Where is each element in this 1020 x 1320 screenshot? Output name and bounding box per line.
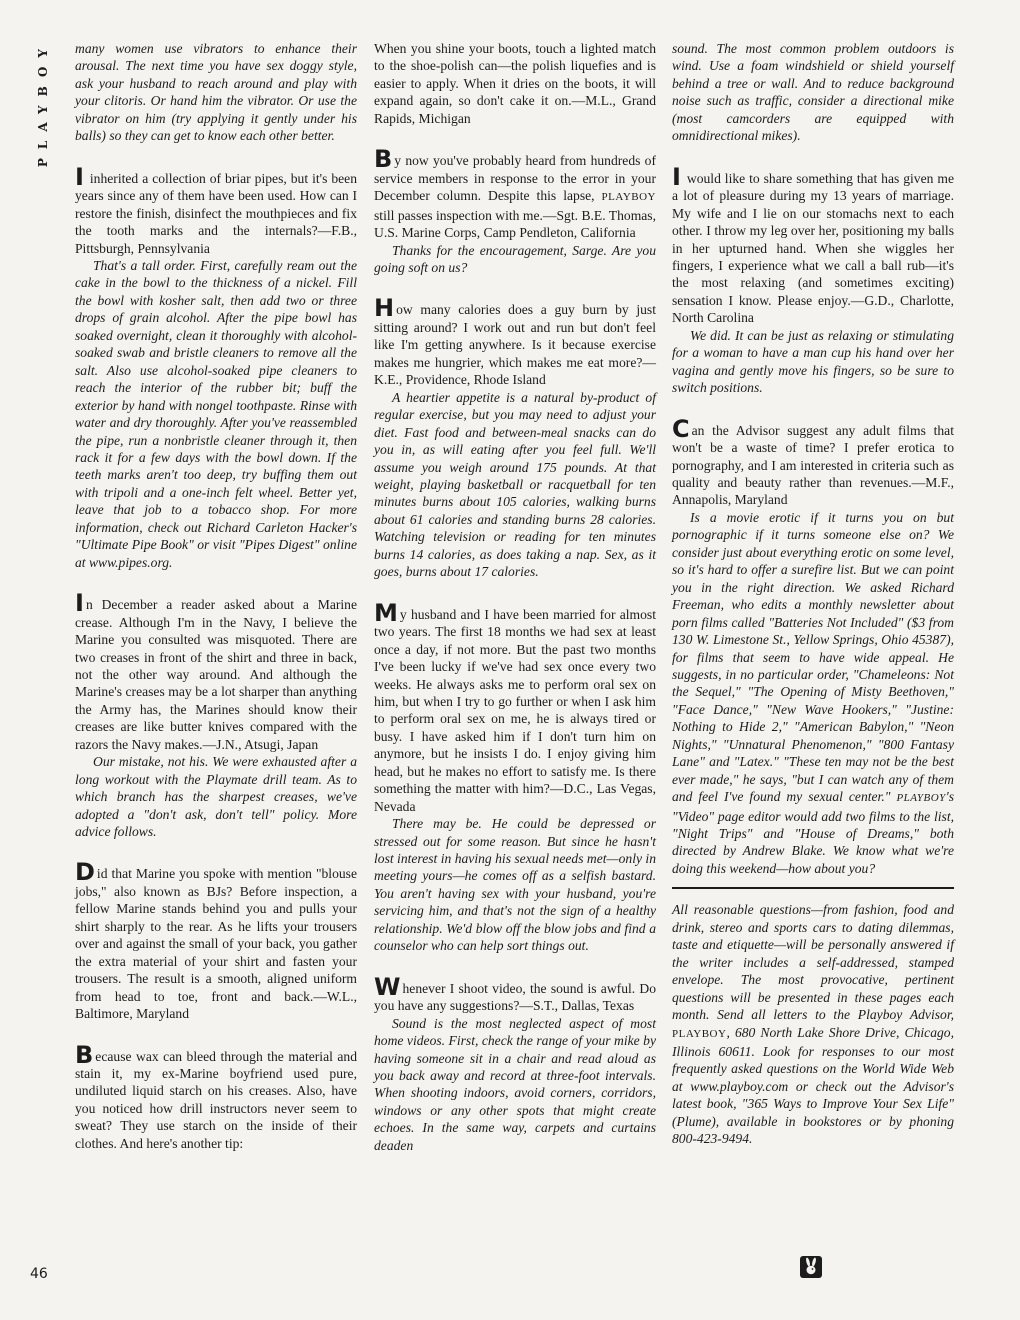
answer-body: Is a movie erotic if it turns you on but pornographic if it turns someone else on? We consider just about everything erotic on some level, so it's hard to offer a surefire list. But we can point you in the right direction. We asked Richard Freeman, who edits a monthly newsletter about porn films called "Batteries Not Included" ($3 from 130 W. Limestone St., Yellow Springs, Ohio 45387), for films that seem to have wide appeal. He suggests, in no particular order, "Chameleons: Not the Sequel," "The Opening of Misty Beethoven," "Face Dance," "New Wave Hookers," "Justine: Nothing to Hide 2," "American Babylon," "Neon Nights," "Unnatural Phenomenon," "800 Fantasy Lane" and "Latex." "These ten may not be the best ever made," he says, "but I can watch any of them and feel I've found my sexual center.": [672, 509, 954, 805]
question-text: [75, 162, 357, 257]
question-body-end: still passes inspection with me.—Sgt. B.E. Thomas, U.S. Marine Corps, Camp Pendleton, California: [374, 207, 656, 241]
question-body: y now you've probably heard from hundreds of service members in response to the error in your December column. Despite this lapse,: [374, 153, 656, 204]
drop-cap: H: [374, 294, 395, 323]
question-text: [374, 145, 656, 241]
column-2: [374, 40, 656, 1178]
answer-text: Our mistake, not his. We were exhausted after a long workout with the Playmate drill team. As to which branch has the sharpest creases, we've adopted a "don't ask, don't tell" policy. More advice follows.: [75, 754, 357, 840]
question-text: [672, 162, 954, 327]
answer-text: There may be. He could be depressed or stressed out for some reason. But since he hasn't lost interest in having his sexual needs met—only in meeting yours—he comes off as a selfish bastard. You aren't having sex with your husband, you're servicing him, and that's not the sign of a healthy relationship. We'd blow off the blow jobs and find a counselor who can help sort things out.: [374, 816, 656, 954]
question-body: n December a reader asked about a Marine crease. Although I'm in the Navy, I believe the Marine you consulted was misquoted. There are two creases in front of the shirt and three in back, not the other way around. And although the Marine's creases may be a lot sharper than anything the Army has, the Marines should know their creases are like butter knives compared with the razors the Navy makes.—J.N., Atsugi, Japan: [75, 597, 357, 752]
question-body: y husband and I have been married for almost two years. The first 18 months we had sex at least once a day, if not more. But the past two months I've been lucky if we've had sex once every two weeks. He always asks me to perform oral sex on him, but when I try to go further or when I ask him to perform oral sex on me, he is always tired or busy. I have asked him if I don't turn him on anymore, but he insists I do. I enjoy giving him head, but he makes no effort to satisfy me. Is there something the matter with him?—D.C., Las Vegas, Nevada: [374, 606, 656, 814]
letter-block: [672, 162, 954, 397]
rabbit-head-icon: [800, 1256, 822, 1278]
letter-block: [672, 40, 954, 145]
question-text: [374, 294, 656, 388]
question-body: id that Marine you spoke with mention "blouse jobs," also known as BJs? Before inspection, a fellow Marine stands behind you and pulls your shirt sharply to the rear. As he lifts your trousers over and against the small of your back, you gather the extra material of your shirt and fasten your trousers. The result is a smooth, aligned uniform from head to toe, front and back.—W.L., Baltimore, Maryland: [75, 866, 357, 1022]
footer-body-end: , 680 North Lake Shore Drive, Chicago, Illinois 60611. Look for responses to our most frequently asked questions on the World Wide Web at www.playboy.com or check out the Advisor's latest book, "365 Ways to Improve Your Sex Life" (Plume), available in bookstores or by phoning 800-423-9494.: [672, 1024, 954, 1147]
advisor-footer-note: [672, 901, 954, 1147]
question-text: [75, 1040, 357, 1153]
footer-body: All reasonable questions—from fashion, food and drink, stereo and sports cars to dating dilemmas, taste and etiquette—will be personally answered if the writer includes a self-addressed, stamped envelope. The most provocative, pertinent questions will be presented in these pages each month. Send all letters to the Playboy Advisor,: [672, 902, 954, 1023]
answer-text: sound. The most common problem outdoors is wind. Use a foam windshield or shield yourself behind a tree or wall. And to reduce background noise such as traffic, consider a directional mike (most camcorders are equipped with omnidirectional mikes).: [672, 41, 954, 144]
question-body: inherited a collection of briar pipes, but it's been years since any of them have been used. How can I restore the finish, disinfect the mouthpieces and fix the tooth marks and the internals?—F.B., Pittsburgh, Pennsylvania: [75, 170, 357, 256]
answer-body-end: 's "Video" page editor would add two films to the list, "Night Trips" and "House of Dreams," both directed by Andrew Blake. We know what we're doing this weekend—how about you?: [672, 789, 954, 876]
drop-cap: M: [374, 598, 398, 627]
question-text: [374, 972, 656, 1015]
letter-block: [75, 162, 357, 571]
drop-cap: I: [672, 162, 681, 191]
question-body: ow many calories does a guy burn by just sitting around? I work out and run but don't feel like I'm getting anywhere. Is it because exercise makes me hungrier, which makes me eat more?—K.E., Providence, Rhode Island: [374, 302, 656, 388]
letter-block: [75, 858, 357, 1022]
divider-rule: [672, 887, 954, 889]
answer-text: We did. It can be just as relaxing or stimulating for a woman to have a man cup his hand over her vagina and gently move his fingers, so be sure to switch positions.: [672, 327, 954, 396]
drop-cap: B: [75, 1040, 94, 1069]
letter-block: [75, 589, 357, 840]
answer-text: That's a tall order. First, carefully ream out the cake in the bowl to the thickness of a nickel. Fill the bowl with kosher salt, then add two or three drops of grain alcohol. After the pipe bowl has soaked overnight, clean it thoroughly with alcohol-soaked swab and bristle cleaners to remove all the salt. Also use alcohol-soaked pipe cleaners to reach the interior of the rubber bit; buff the exterior by hand with nongel toothpaste. Rinse with water and dry thoroughly. After you've reassembled the pipe, run a nonbristle cleaner through it, then rack it for a few days with the bowl down. If the teeth marks aren't too deep, try buffing them out with tripoli and a one-inch felt wheel. Better yet, leave that job to a tobacco shop. For more information, check out Richard Carleton Hacker's "Ultimate Pipe Book" or visit "Pipes Digest" online at www.pipes.org.: [75, 257, 357, 570]
magazine-name-vertical: [36, 40, 56, 170]
drop-cap: B: [374, 145, 393, 174]
drop-cap: I: [75, 162, 84, 191]
answer-text: Sound is the most neglected aspect of most home videos. First, check the range of your mike by having someone sit in a chair and read aloud as you back away and record at three-foot intervals. When shooting indoors, avoid corners, corridors, windows or any other spots that might create echoes. In the same way, carpets and curtains deaden: [374, 1015, 656, 1153]
question-body: ecause wax can bleed through the material and stain it, my ex-Marine boyfriend used pure, undiluted liquid starch on his creases. Also, have you noticed how drill instructors never seem to sweat? They use starch on the inside of their clothes. And here's another tip:: [75, 1048, 357, 1151]
drop-cap: W: [374, 972, 401, 1001]
answer-text: Thanks for the encouragement, Sarge. Are you going soft on us?: [374, 242, 656, 275]
letter-block: [75, 1040, 357, 1153]
magazine-name: PLAYBOY: [36, 40, 50, 168]
question-text: [672, 414, 954, 509]
column-1: [75, 40, 357, 1176]
question-body: would like to share something that has given me a lot of pleasure during my 13 years of marriage. My wife and I lie on our stomachs next to each other. I throw my leg over her, positioning my balls in her upturned hand. When she wiggles her fingers, I experience what we call a ball rub—it's the most relaxing (and sometimes exciting) sensation I know. Please enjoy.—G.D., Charlotte, North Carolina: [672, 170, 954, 326]
answer-text: A heartier appetite is a natural by-product of regular exercise, but you may need to adjust your diet. Fast food and between-meal snacks can do you in, as will eating after you feel full. We'll assume you weigh around 175 pounds. At that weight, playing basketball or racquetball for ten minutes burns about 105 calories, walking burns about 61 calories and standing burns 28 calories. Watching television or reading for ten minutes burns 14 calories, as does taking a nap. Sex, as it goes, burns about 17 calories.: [374, 389, 656, 580]
drop-cap: I: [75, 589, 84, 618]
page-number: 46: [30, 1266, 48, 1282]
question-text: [374, 598, 656, 815]
question-body: henever I shoot video, the sound is awful. Do you have any suggestions?—S.T., Dallas, Texas: [374, 980, 656, 1014]
question-text: When you shine your boots, touch a lighted match to the shoe-polish can—the polish liquefies and is easier to apply. When it dries on the boots, it will expand again, so don't cake it on.—M.L., Grand Rapids, Michigan: [374, 41, 656, 126]
column-3: [672, 40, 954, 1148]
brand-name: PLAYBOY: [896, 792, 946, 805]
brand-name: PLAYBOY: [672, 1027, 727, 1040]
letter-block: [374, 145, 656, 276]
answer-text: many women use vibrators to enhance their arousal. The next time you have sex doggy style, ask your husband to reach around and play with your clitoris. Or hand him the vibrator. Or use the vibrator on him (try applying it gently under his balls) so they can get to know each other better.: [75, 41, 357, 144]
letter-block: [374, 294, 656, 580]
letter-block: [374, 972, 656, 1155]
drop-cap: D: [75, 858, 95, 887]
letter-block: [374, 598, 656, 955]
answer-text: [672, 509, 954, 878]
drop-cap: C: [672, 414, 690, 443]
letter-block: [374, 40, 656, 127]
letter-block: [75, 40, 357, 145]
brand-name: PLAYBOY: [601, 191, 656, 204]
question-text: [75, 858, 357, 1022]
letter-block: [672, 414, 954, 878]
question-text: [75, 589, 357, 753]
question-body: an the Advisor suggest any adult films that won't be a waste of time? I prefer erotica to pornography, and I am interested in criteria such as quality and beauty rather than revenues.—M.F., Annapolis, Maryland: [672, 422, 954, 508]
